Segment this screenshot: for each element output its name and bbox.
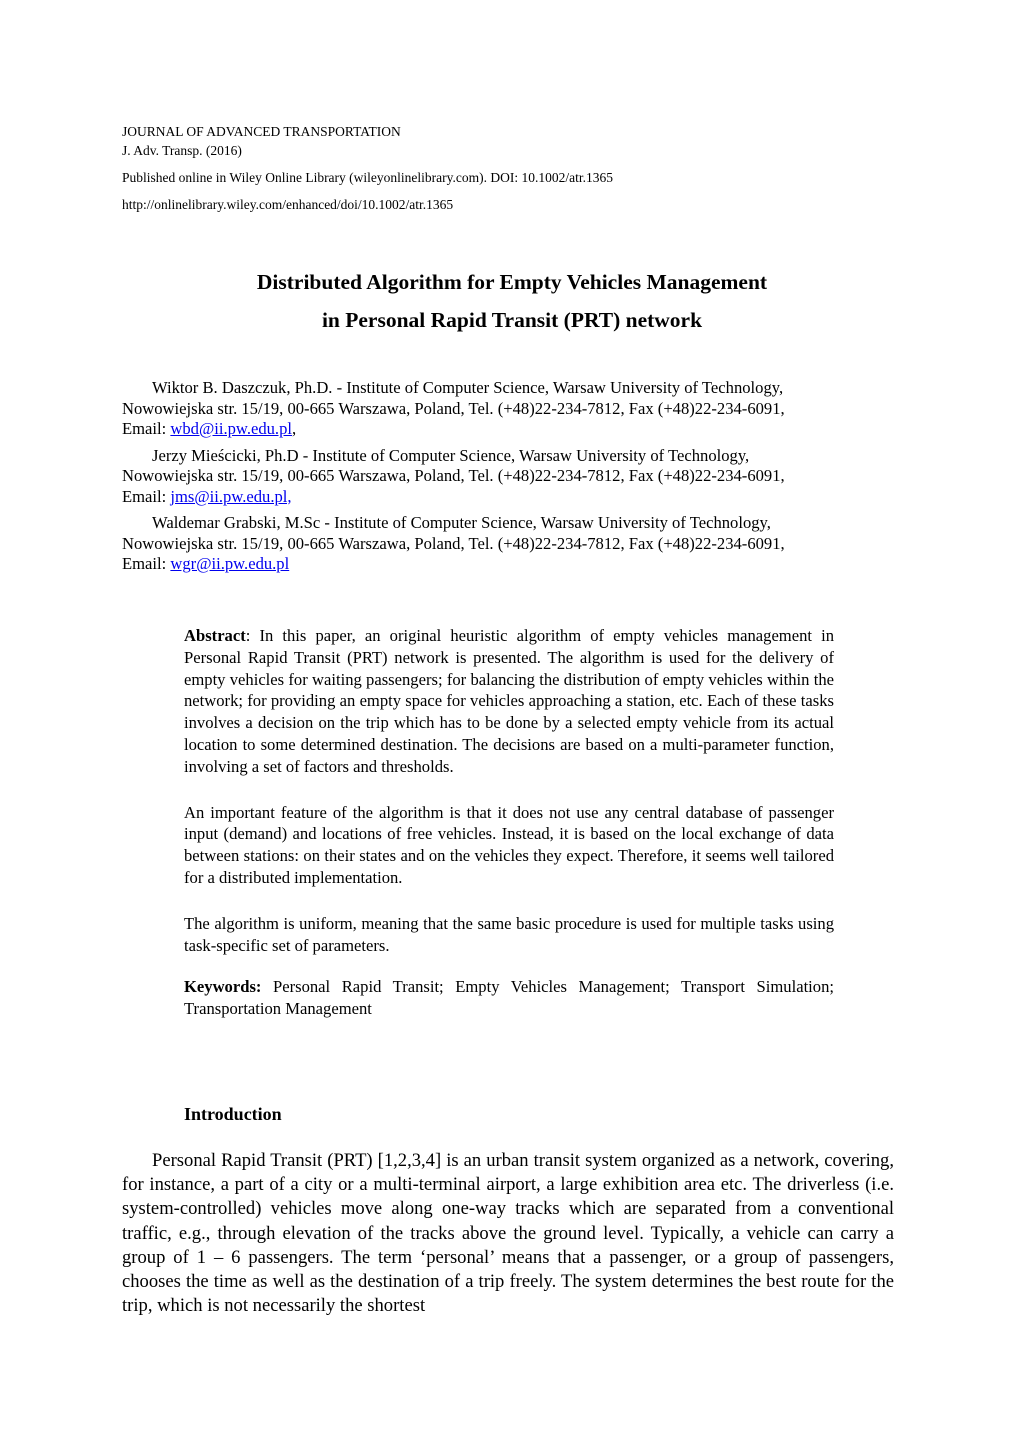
author-address: Nowowiejska str. 15/19, 00-665 Warszawa, Poland, Tel. (+48)22-234-7812, Fax (+48)22-234-6091, (122, 398, 785, 418)
keywords-label: Keywords: (184, 977, 262, 997)
author-list (122, 378, 892, 581)
abstract-paragraph-1 (184, 625, 834, 778)
journal-citation: J. Adv. Transp. (2016) (122, 143, 242, 158)
title-line-2: in Personal Rapid Transit (PRT) network (321, 308, 703, 332)
email-trail: , (291, 419, 297, 438)
author-email-link[interactable]: wbd@ii.pw.edu.pl (170, 419, 292, 438)
author-email-link[interactable]: jms@ii.pw.edu.pl, (170, 486, 292, 506)
author-name-affiliation: Jerzy Mieścicki, Ph.D - Institute of Computer Science, Warsaw University of Technology, (152, 445, 750, 465)
author-address: Nowowiejska str. 15/19, 00-665 Warszawa, Poland, Tel. (+48)22-234-7812, Fax (+48)22-234-6091, (122, 466, 785, 485)
email-label: Email: (122, 419, 171, 438)
author-entry (122, 378, 892, 440)
author-entry (122, 513, 892, 575)
introduction-paragraph: Personal Rapid Transit (PRT) [1,2,3,4] is an urban transit system organized as a network, covering, for instance, a part of a city or a multi-terminal airport, a large exhibition area etc. The driverless (i.e. system-controlled) vehicles move along one-way tracks which are separated from a conventional traffic, e.g., through elevation of the tracks above the ground level. Typically, a vehicle can carry a group of 1 – 6 passengers. The term ‘personal’ means that a passenger, or a group of passengers, chooses the time as well as the destination of a trip freely. The system determines the best route for the trip, which is not necessarily the shortest (122, 1150, 894, 1317)
keywords-text: Personal Rapid Transit; Empty Vehicles Management; Transport Simulation; Transportation Management (184, 977, 834, 1019)
author-address: Nowowiejska str. 15/19, 00-665 Warszawa, Poland, Tel. (+48)22-234-7812, Fax (+48)22-234-6091, (122, 533, 785, 553)
email-label: Email: (122, 486, 171, 506)
journal-name: JOURNAL OF ADVANCED TRANSPORTATION (122, 124, 401, 139)
author-email-link[interactable]: wgr@ii.pw.edu.pl (170, 554, 290, 573)
abstract-section (184, 625, 834, 1020)
keywords (184, 976, 834, 1020)
article-url[interactable]: http://onlinelibrary.wiley.com/enhanced/doi/10.1002/atr.1365 (122, 197, 454, 212)
introduction-section (122, 1149, 894, 1318)
author-name-affiliation: Wiktor B. Daszczuk, Ph.D. - Institute of Computer Science, Warsaw University of Technology, (152, 378, 784, 397)
author-entry (122, 446, 892, 508)
abstract-paragraph-3: The algorithm is uniform, meaning that the same basic procedure is used for multiple tasks using task-specific set of parameters. (184, 913, 834, 955)
abstract-paragraph-2: An important feature of the algorithm is that it does not use any central database of passenger input (demand) and locations of free vehicles. Instead, it is based on the local exchange of data between stations: on their states and on the vehicles they expect. Therefore, it seems well tailored for a distributed implementation. (184, 802, 834, 887)
title-line-1: Distributed Algorithm for Empty Vehicles Management (256, 270, 768, 294)
email-label: Email: (122, 554, 171, 573)
journal-header (122, 122, 613, 214)
abstract-label: Abstract (184, 626, 246, 645)
abstract-text: : In this paper, an original heuristic algorithm of empty vehicles management in Personal Rapid Transit (PRT) network is presented. The algorithm is used for the delivery of empty vehicles for waiting passengers; for balancing the distribution of empty vehicles within the network; for providing an empty space for vehicles approaching a station, etc. Each of these tasks involves a decision on the trip which has to be done by a selected empty vehicle from its actual location to some determined destination. The decisions are based on a multi-parameter function, involving a set of factors and thresholds. (184, 626, 834, 776)
paper-title (0, 263, 1024, 339)
introduction-heading: Introduction (184, 1104, 282, 1124)
publication-info: Published online in Wiley Online Library (wileyonlinelibrary.com). DOI: 10.1002/atr.1365 (122, 170, 613, 185)
author-name-affiliation: Waldemar Grabski, M.Sc - Institute of Computer Science, Warsaw University of Technology, (152, 513, 771, 532)
